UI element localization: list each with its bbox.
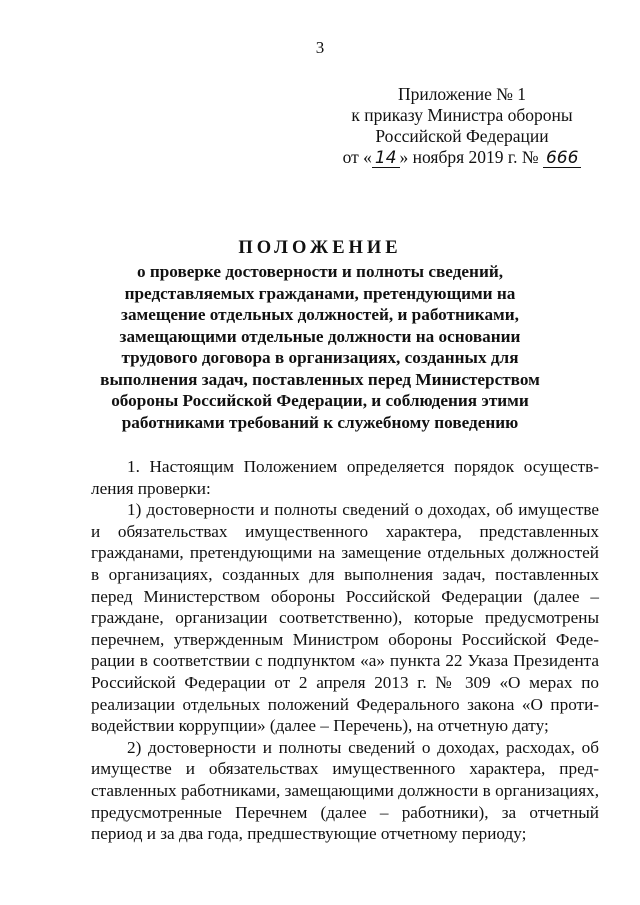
appendix-line-2: к приказу Министра обороны [351,105,573,125]
title-heading: ПОЛОЖЕНИЕ [238,238,402,258]
appendix-line-3: Российской Федерации [375,126,549,146]
handwritten-day: 14 [372,150,400,168]
paragraph-3: 2) достоверности и полноты сведений о доходах, расходах, об имуществе и обязательствах имущественного характера, представленных работниками, замещающими должности в организациях, предусмотренные Перечнем (далее – работники), за отчетный период и за два года, предшествующие отчетному периоду; [91,737,599,844]
appendix-header [312,84,612,168]
title-subtitle: о проверке достоверности и полноты сведений, представляемых гражданами, претендующими на замещение отдельных должностей, и работниками, замещающими отдельные должности на основании трудового договора в организациях, созданных для выполнения задач, поставленных перед Министерством обороны Российской Федерации, и соблюдения этими работниками требований к служебному поведению [100,262,540,432]
order-date-line [312,147,612,168]
paragraph-1: 1. Настоящим Положением определяется порядок осуществления проверки: [91,457,599,498]
document-body [91,456,599,845]
handwritten-order-number: 666 [543,150,581,168]
appendix-line-1: Приложение № 1 [397,84,527,104]
date-prefix: от « [342,147,372,167]
page-number: 3 [315,38,325,57]
date-middle: » ноября 2019 г. № [399,147,539,167]
paragraph-2: 1) достоверности и полноты сведений о доходах, об имуществе и обязательствах имущественного характера, представленных гражданами, претендующими на замещение отдельных должностей в организациях, созданных для выполнения задач, поставленных перед Министерством обороны Российской Федерации (далее – граждане, организации соответственно), которые предусмотрены перечнем, утвержденным Министром обороны Российской Федерации в соответствии с подпунктом «а» пункта 22 Указа Президента Российской Федерации от 2 апреля 2013 г. № 309 «О мерах по реализации отдельных положений Федерального закона «О противодействии коррупции» (далее – Перечень), на отчетную дату; [91,500,599,736]
document-title [90,236,550,433]
